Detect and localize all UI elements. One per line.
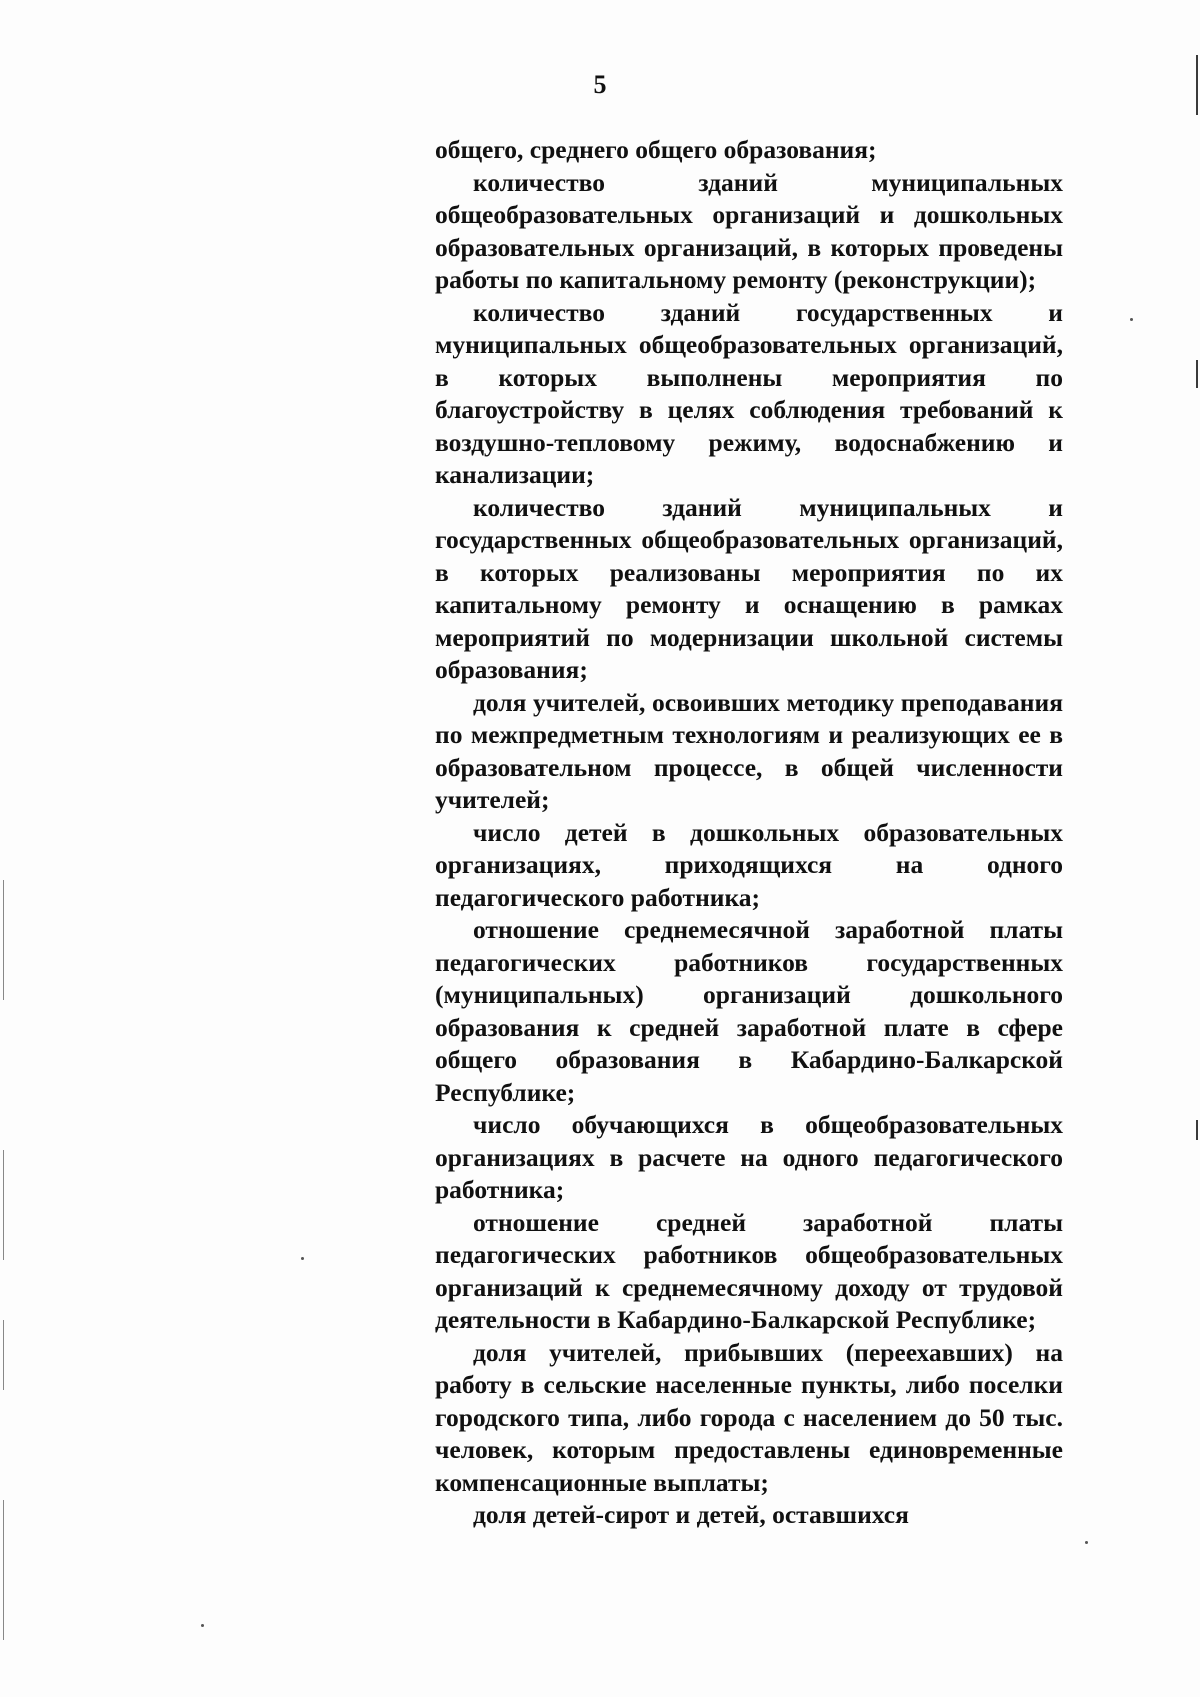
paragraph-3: количество зданий государственных и муниципальных общеобразовательных организаций, в которых выполнены мероприятия по благоустройству в целях соблюдения требований к воздушно-тепловому режиму, водоснабжению и канализации;: [435, 297, 1063, 489]
scan-edge-mark: [3, 1320, 4, 1390]
paragraph-5: доля учителей, освоивших методику преподавания по межпредметным технологиям и реализующих ее в образовательном процессе, в общей численности учителей;: [435, 687, 1063, 814]
paragraph-7: отношение среднемесячной заработной платы педагогических работников государственных (муниципальных) организаций дошкольного образования к средней заработной плате в сфере общего образования в Кабардино-Балкарской Республике;: [435, 915, 1063, 1107]
scan-edge-mark: [3, 880, 4, 1000]
scan-edge-mark: [1196, 55, 1198, 115]
paragraph-11: доля детей-сирот и детей, оставшихся: [473, 1500, 909, 1529]
document-body: [435, 134, 1063, 1532]
scan-speck: [1130, 318, 1133, 321]
paragraph-2: количество зданий муниципальных общеобразовательных организаций и дошкольных образовательных организаций, в которых проведены работы по капитальному ремонту (реконструкции);: [435, 167, 1063, 294]
scan-edge-mark: [3, 1150, 4, 1260]
paragraph-4: количество зданий муниципальных и государственных общеобразовательных организаций, в которых реализованы мероприятия по их капитальному ремонту и оснащению в рамках мероприятий по модернизации школьной системы образования;: [435, 492, 1063, 684]
paragraph-9: отношение средней заработной платы педагогических работников общеобразовательных организаций к среднемесячному доходу от трудовой деятельности в Кабардино-Балкарской Республике;: [435, 1207, 1063, 1334]
scan-edge-mark: [3, 1500, 4, 1640]
paragraph-1: общего, среднего общего образования;: [435, 135, 877, 164]
scan-speck: [301, 1257, 304, 1260]
scan-speck: [1085, 1541, 1088, 1544]
scan-edge-mark: [1196, 360, 1198, 388]
paragraph-6: число детей в дошкольных образовательных организациях, приходящихся на одного педагогического работника;: [435, 817, 1063, 912]
scan-speck: [201, 1624, 204, 1627]
paragraph-10: доля учителей, прибывших (переехавших) на работу в сельские населенные пункты, либо поселки городского типа, либо города с населением до 50 тыс. человек, которым предоставлены единовременные компенсационные выплаты;: [435, 1337, 1063, 1497]
paragraph-8: число обучающихся в общеобразовательных организациях в расчете на одного педагогического работника;: [435, 1110, 1063, 1204]
scan-edge-mark: [1196, 1120, 1198, 1140]
page-number: 5: [593, 70, 607, 99]
